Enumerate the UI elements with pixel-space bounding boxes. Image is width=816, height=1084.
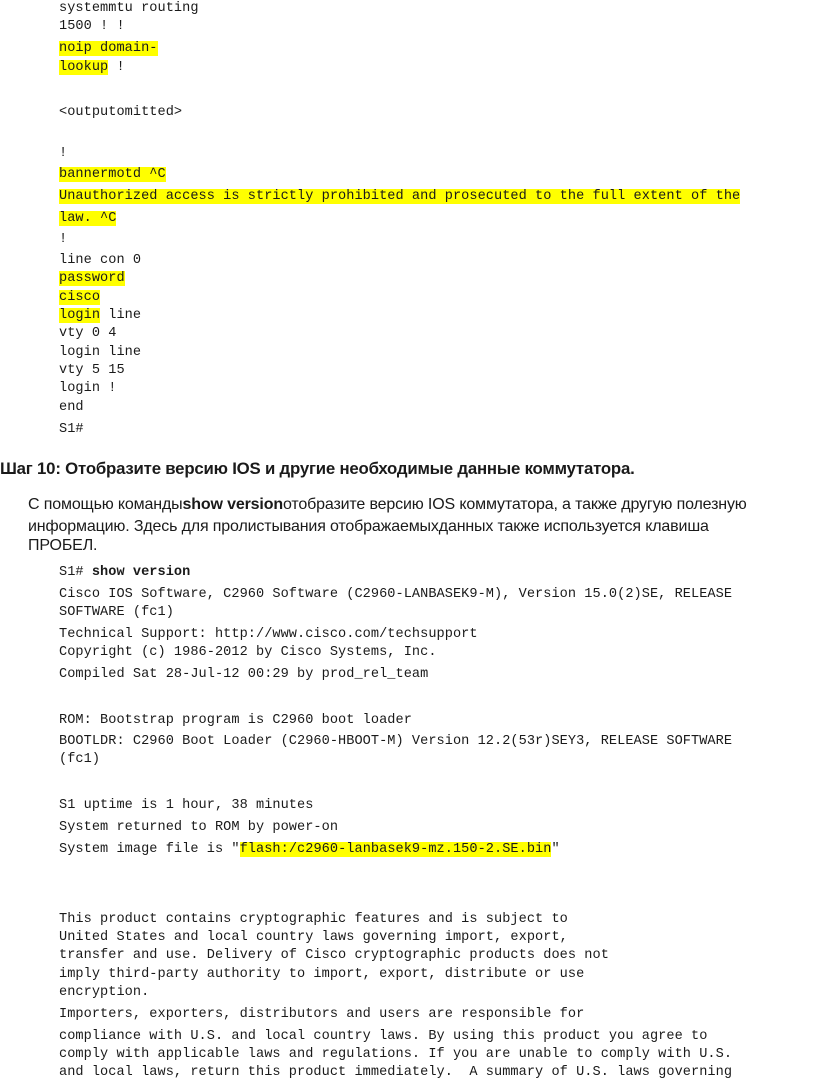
highlighted-command: Unauthorized access is strictly prohibited and prosecuted to the full extent of the <box>59 189 741 204</box>
config-line: login ! <box>59 381 117 396</box>
output-line <box>59 564 190 582</box>
highlighted-command: noip domain- <box>59 41 158 56</box>
output-line: Importers, exporters, distributors and users are responsible for <box>59 1007 585 1022</box>
config-text: line <box>100 308 142 323</box>
highlighted-command: cisco <box>59 290 101 305</box>
output-line: Technical Support: http://www.cisco.com/techsupport <box>59 627 478 642</box>
output-text: System image file is " <box>59 842 240 857</box>
config-line: ! <box>59 146 68 161</box>
step-text: отобразите версию IOS коммутатора, а также другую полезную <box>282 496 747 513</box>
config-line <box>59 40 158 58</box>
output-line: S1 uptime is 1 hour, 38 minutes <box>59 798 314 813</box>
highlighted-command: lookup <box>59 60 109 75</box>
highlighted-command: password <box>59 271 125 286</box>
config-line: ! <box>59 232 68 247</box>
config-line: S1# <box>59 422 84 437</box>
highlighted-command: bannermotd ^C <box>59 167 166 182</box>
highlighted-command: law. ^C <box>59 211 117 226</box>
output-line: compliance with U.S. and local country laws. By using this product you agree to <box>59 1029 708 1044</box>
cli-command: show version <box>91 565 191 580</box>
step-paragraph-line: ПРОБЕЛ. <box>28 537 98 554</box>
output-text: " <box>551 842 560 857</box>
output-line: This product contains cryptographic features and is subject to <box>59 912 568 927</box>
config-line: systemmtu routing <box>59 1 199 16</box>
config-line: end <box>59 400 84 415</box>
config-line <box>59 289 100 307</box>
config-line: 1500 ! ! <box>59 19 125 34</box>
output-line <box>59 841 560 859</box>
config-line <box>59 166 166 184</box>
config-line: vty 0 4 <box>59 326 117 341</box>
step-text: С помощью команды <box>28 496 183 513</box>
config-line: login line <box>59 345 142 360</box>
config-line: line con 0 <box>59 253 142 268</box>
output-line: (fc1) <box>59 752 101 767</box>
output-line: SOFTWARE (fc1) <box>59 605 174 620</box>
step-heading: Шаг 10: Отобразите версию IOS и другие необходимые данные коммутатора. <box>0 459 635 478</box>
command-name: show version <box>182 496 283 513</box>
cli-prompt: S1# <box>59 565 92 580</box>
config-line <box>59 210 116 228</box>
output-line: System returned to ROM by power-on <box>59 820 339 835</box>
step-paragraph-line <box>28 494 747 516</box>
output-line: and local laws, return this product immediately. A summary of U.S. laws governing <box>59 1065 733 1080</box>
config-line: vty 5 15 <box>59 363 125 378</box>
output-line: BOOTLDR: C2960 Boot Loader (C2960-HBOOT-M) Version 12.2(53r)SEY3, RELEASE SOFTWARE <box>59 734 733 749</box>
highlighted-command: login <box>59 308 101 323</box>
config-text: ! <box>108 60 125 75</box>
output-line: United States and local country laws governing import, export, <box>59 930 568 945</box>
step-paragraph-line: информацию. Здесь для пролистывания отображаемыхданных также используется клавиша <box>28 518 709 535</box>
config-line: <outputomitted> <box>59 105 183 120</box>
output-line: imply third-party authority to import, export, distribute or use <box>59 967 585 982</box>
config-line <box>59 270 125 288</box>
config-line <box>59 188 740 206</box>
config-line <box>59 307 141 325</box>
output-line: transfer and use. Delivery of Cisco cryptographic products does not <box>59 948 609 963</box>
output-line: ROM: Bootstrap program is C2960 boot loader <box>59 713 412 728</box>
output-line: Copyright (c) 1986-2012 by Cisco Systems, Inc. <box>59 645 437 660</box>
config-line <box>59 59 125 77</box>
output-line: encryption. <box>59 985 150 1000</box>
output-line: Cisco IOS Software, C2960 Software (C2960-LANBASEK9-M), Version 15.0(2)SE, RELEASE <box>59 587 733 602</box>
highlighted-image-file: flash:/c2960-lanbasek9-mz.150-2.SE.bin <box>239 842 552 857</box>
output-line: Compiled Sat 28-Jul-12 00:29 by prod_rel_team <box>59 667 429 682</box>
output-line: comply with applicable laws and regulations. If you are unable to comply with U.S. <box>59 1047 733 1062</box>
